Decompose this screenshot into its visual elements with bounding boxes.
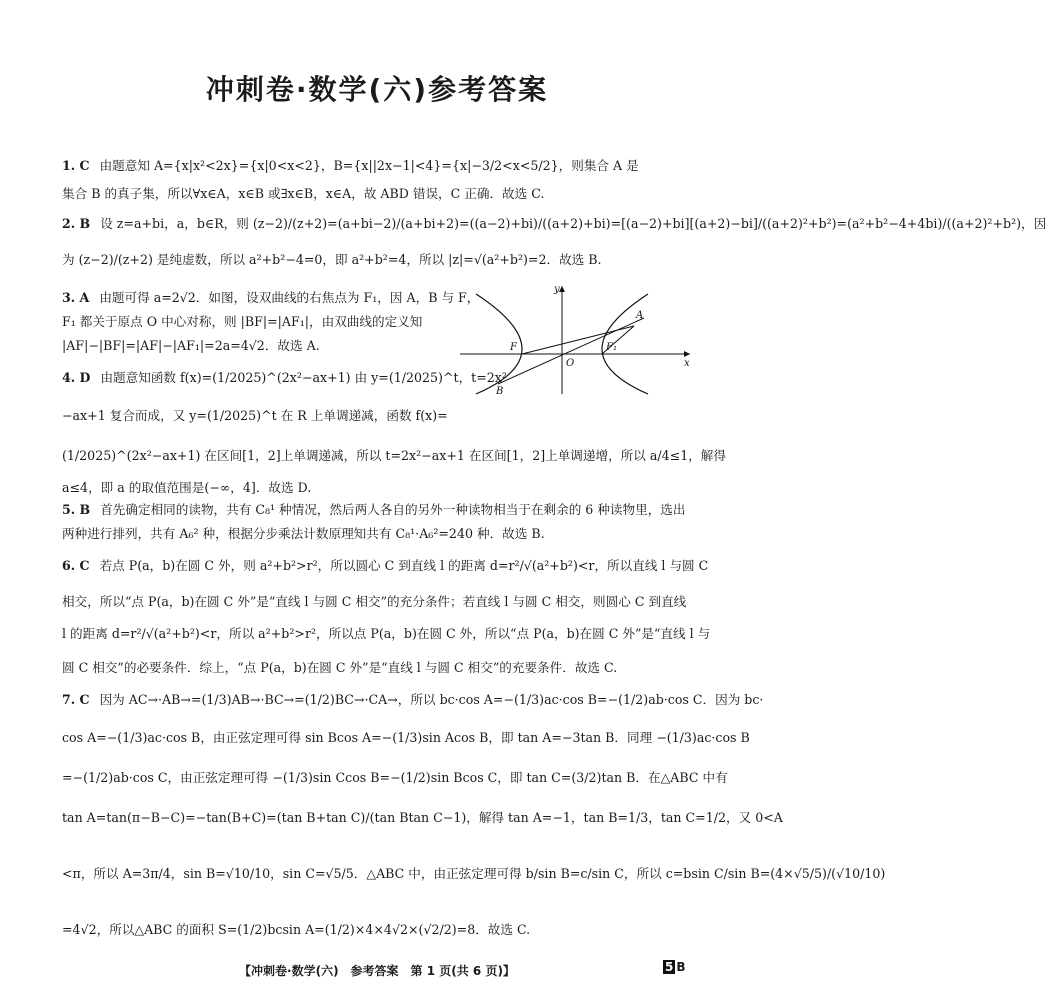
fig-label-O: O — [566, 358, 575, 369]
page-footer: 【冲刺卷·数学(六) 参考答案 第 1 页(共 6 页)】 — [239, 964, 515, 978]
q2-answer: 2. B — [62, 216, 91, 231]
x-axis-arrow — [684, 351, 690, 357]
q1-answer: 1. C — [62, 158, 90, 173]
q5-answer: 5. B — [62, 502, 91, 517]
q7-line-6: =4√2，所以△ABC 的面积 S=(1/2)bcsin A=(1/2)×4×4√2×(√2/2)=8．故选 C. — [62, 922, 531, 937]
q5-line-1: 5. B 首先确定相同的读物，共有 C₈¹ 种情况，然后两人各自的另外一种读物相当于在剩余的 6 种读物里，选出 — [62, 502, 686, 517]
q6-answer: 6. C — [62, 558, 90, 573]
q6-line-2: 相交，所以“点 P(a，b)在圆 C 外”是“直线 l 与圆 C 相交”的充分条件；若直线 l 与圆 C 相交，则圆心 C 到直线 — [62, 594, 687, 609]
q7-line-3: =−(1/2)ab·cos C，由正弦定理可得 −(1/3)sin Ccos B=−(1/2)sin Bcos C，即 tan C=(3/2)tan B．在△ABC 中有 — [62, 770, 728, 785]
q6-line-4: 圆 C 相交”的必要条件．综上，“点 P(a，b)在圆 C 外”是“直线 l 与圆 C 相交”的充要条件．故选 C. — [62, 660, 618, 675]
line-BA — [498, 318, 644, 384]
brand-box: 5 — [665, 960, 674, 974]
y-axis-arrow — [559, 286, 565, 292]
q7-line-2: cos A=−(1/3)ac·cos B，由正弦定理可得 sin Bcos A=−(1/3)sin Acos B，即 tan A=−3tan B．同理 −(1/3)ac·cos B — [62, 730, 750, 745]
brand-mark — [663, 960, 686, 974]
q5-line-2: 两种进行排列，共有 A₆² 种，根据分步乘法计数原理知共有 C₈¹·A₆²=240 种．故选 B. — [62, 526, 545, 541]
q4-line-3: (1/2025)^(2x²−ax+1) 在区间[1，2]上单调递减，所以 t=2x²−ax+1 在区间[1，2]上单调递增，所以 a/4≤1，解得 — [62, 448, 726, 463]
segment-FA — [522, 326, 634, 354]
q6-line-3: l 的距离 d=r²/√(a²+b²)<r，所以 a²+b²>r²，所以点 P(a，b)在圆 C 外，所以“点 P(a，b)在圆 C 外”是“直线 l 与 — [62, 626, 711, 641]
fig-label-y: y — [554, 284, 560, 295]
fig-label-x: x — [684, 358, 690, 369]
q3-line-1: 3. A 由题可得 a=2√2．如图，设双曲线的右焦点为 F₁，因 A，B 与 F， — [62, 290, 480, 305]
q1-line-1: 1. C 由题意知 A={x|x²<2x}={x|0<x<2}，B={x||2x−1|<4}={x|−3/2<x<5/2}，则集合 A 是 — [62, 158, 639, 173]
q4-line-4: a≤4，即 a 的取值范围是(−∞，4]．故选 D. — [62, 480, 312, 495]
q3-line-3: |AF|−|BF|=|AF|−|AF₁|=2a=4√2．故选 A. — [62, 338, 320, 353]
brand-letter: B — [676, 960, 686, 974]
q7-answer: 7. C — [62, 692, 90, 707]
q7-line-5: <π，所以 A=3π/4，sin B=√10/10，sin C=√5/5．△ABC 中，由正弦定理可得 b/sin B=c/sin C，所以 c=bsin C/sin B=(4×√5/5)/(√10/10) — [62, 866, 886, 881]
q7-line-1: 7. C 因为 AC→·AB→=(1/3)AB→·BC→=(1/2)BC→·CA→，所以 bc·cos A=−(1/3)ac·cos B=−(1/2)ab·cos C．因为 bc· — [62, 692, 764, 707]
fig-label-B: B — [496, 386, 504, 397]
q3-line-2: F₁ 都关于原点 O 中心对称，则 |BF|=|AF₁|，由双曲线的定义知 — [62, 314, 423, 329]
fig-label-F1: F₁ — [606, 342, 617, 353]
q6-line-1: 6. C 若点 P(a，b)在圆 C 外，则 a²+b²>r²，所以圆心 C 到直线 l 的距离 d=r²/√(a²+b²)<r，所以直线 l 与圆 C — [62, 558, 709, 573]
q4-line-1: 4. D 由题意知函数 f(x)=(1/2025)^(2x²−ax+1) 由 y=(1/2025)^t，t=2x² — [62, 370, 507, 385]
q4-line-2: −ax+1 复合而成，又 y=(1/2025)^t 在 R 上单调递减，函数 f(x)= — [62, 408, 448, 423]
q3-answer: 3. A — [62, 290, 90, 305]
q2-line-1: 2. B 设 z=a+bi，a，b∈R，则 (z−2)/(z+2)=(a+bi−2)/(a+bi+2)=((a−2)+bi)/((a+2)+bi)=[(a−2)+bi][(a+2)−bi]/((a+2)²+b²)=(a²+b²−4+4bi)/((a+2)²+b²)，因 — [62, 216, 1046, 231]
fig-label-F: F — [510, 342, 517, 353]
q4-answer: 4. D — [62, 370, 91, 385]
fig-label-A: A — [636, 310, 644, 321]
q2-line-2: 为 (z−2)/(z+2) 是纯虚数，所以 a²+b²−4=0，即 a²+b²=4，所以 |z|=√(a²+b²)=2．故选 B. — [62, 252, 602, 267]
page-title: 冲刺卷·数学(六)参考答案 — [205, 73, 549, 106]
q7-line-4: tan A=tan(π−B−C)=−tan(B+C)=(tan B+tan C)/(tan Btan C−1)，解得 tan A=−1，tan B=1/3，tan C=1/2，又 0<A — [62, 810, 783, 825]
q1-line-2: 集合 B 的真子集，所以∀x∈A，x∈B 或∃x∈B，x∈A，故 ABD 错误，C 正确．故选 C. — [62, 186, 545, 201]
